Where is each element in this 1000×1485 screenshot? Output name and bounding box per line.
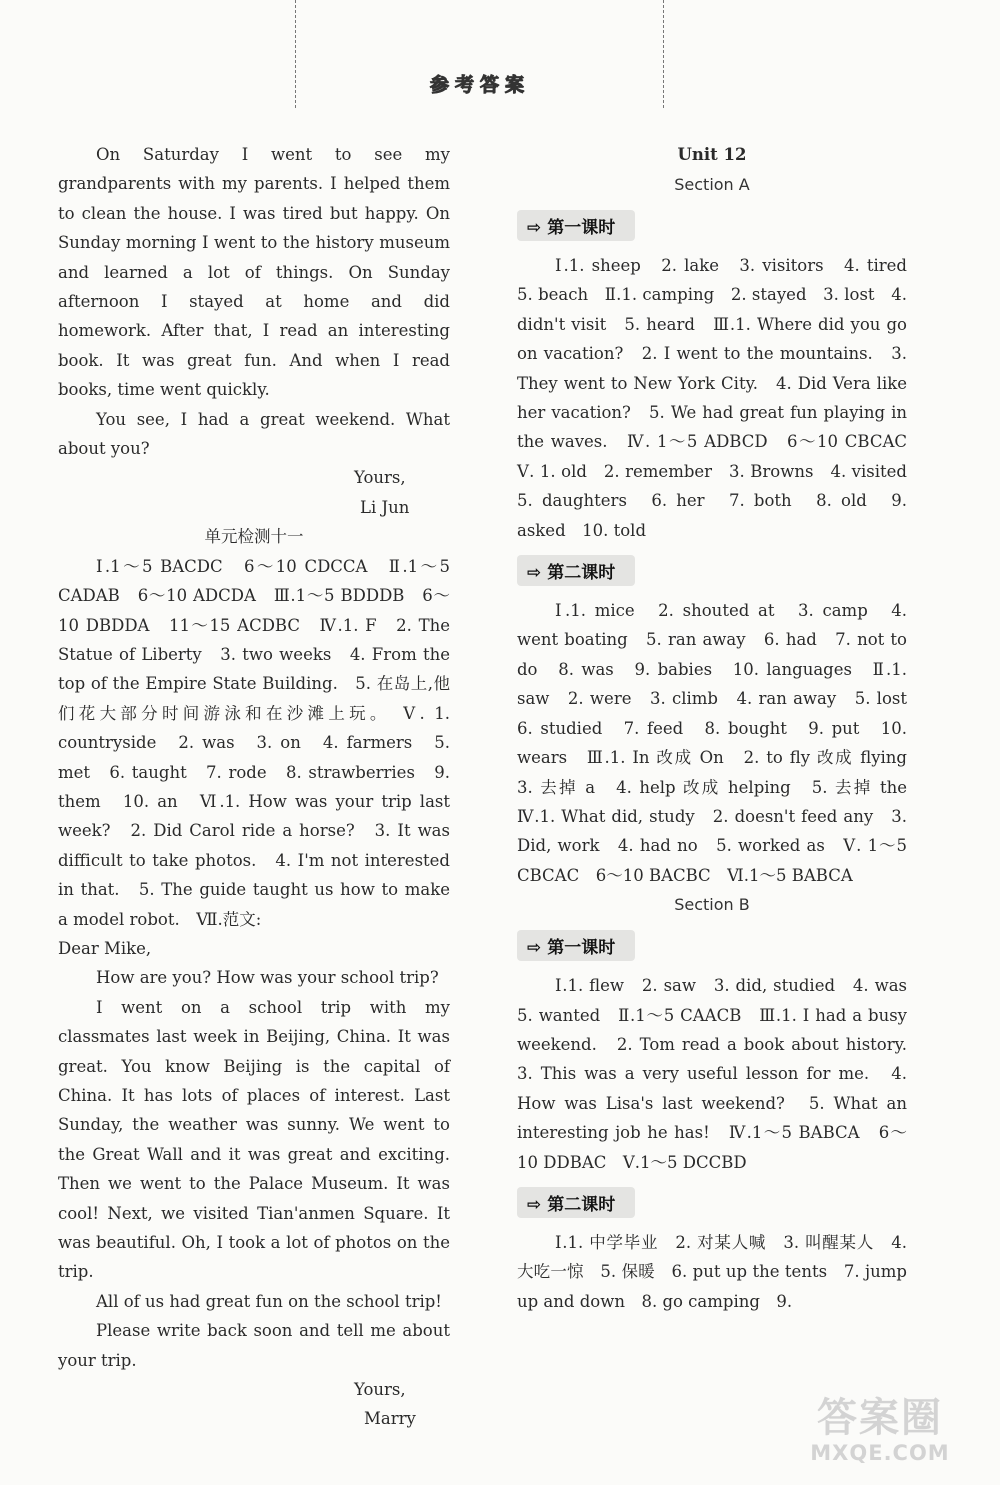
letter-sign-name: Marry: [364, 1409, 416, 1429]
section-a-title: Section A: [674, 175, 750, 194]
arrow-right-icon: ⇨: [527, 218, 542, 238]
unit-test-answers: Ⅰ.1～5 BACDC 6～10 CDCCA Ⅱ.1～5 CADAB 6～10 ADCDA Ⅲ.1～5 BDDDB 6～10 DBDDA 11～15 ACDBC Ⅳ.1. F 2. The Statue of Liberty 3. two weeks 4. From the top of the Empire State Building. 5. 在岛上,他们花大部分时间游泳和在沙滩上玩。 Ⅴ. 1. countryside 2. was 3. on 4. farmers 5. met 6. taught 7. rode 8. strawberries 9. them 10. an Ⅵ.1. How was your trip last week? 2. Did Carol ride a horse? 3. It was difficult to take photos. 4. I'm not interested in that. 5. The guide taught us how to make a model robot. Ⅶ.范文:: [58, 556, 450, 929]
lesson-heading: ⇨ 第一课时: [517, 210, 635, 241]
letter-paragraph: How are you? How was your school trip?: [96, 968, 439, 988]
watermark-url: MXQE.COM: [810, 1441, 950, 1465]
arrow-right-icon: ⇨: [527, 563, 542, 584]
essay-sign-yours: Yours,: [354, 468, 406, 488]
header-divider-right: [663, 0, 664, 108]
lesson-answers: Ⅰ.1. sheep 2. lake 3. visitors 4. tired 5. beach Ⅱ.1. camping 2. stayed 3. lost 4. didn't visit 5. heard Ⅲ.1. Where did you go on vacation? 2. I went to the mountains. 3. They went to New York City. 4. Did Vera like her vacation? 5. We had great fun playing in the waves. Ⅳ. 1～5 ADBCD 6～10 CBCAC Ⅴ. 1. old 2. remember 3. Browns 4. visited 5. daughters 6. her 7. both 8. old 9. asked 10. told: [517, 256, 924, 540]
letter-sign-yours: Yours,: [354, 1380, 406, 1400]
lesson-answers: Ⅰ.1. 中学毕业 2. 对某人喊 3. 叫醒某人 4. 大吃一惊 5. 保暖 6. put up the tents 7. jump up and down 8. go camping 9.: [517, 1232, 907, 1311]
unit-title: Unit 12: [677, 145, 747, 164]
page-title: 参考答案: [429, 74, 530, 96]
lesson-answers: Ⅰ.1. flew 2. saw 3. did, studied 4. was 5. wanted Ⅱ.1～5 CAACB Ⅲ.1. I had a busy weekend. 2. Tom read a book about history. 3. This was a very useful lesson for me. 4. How was Lisa's last weekend? 5. What an interesting job he has! Ⅳ.1～5 BABCA 6～10 DDBAC Ⅴ.1～5 DCCBD: [517, 976, 924, 1172]
lesson-heading: ⇨ 第二课时: [517, 1187, 635, 1218]
essay-closing: You see, I had a great weekend. What about you?: [58, 409, 450, 459]
arrow-right-icon: ⇨: [527, 1194, 542, 1215]
lesson-answers: Ⅰ.1. mice 2. shouted at 3. camp 4. went boating 5. ran away 6. had 7. not to do 8. was 9. babies 10. languages Ⅱ.1. saw 2. were 3. climb 4. ran away 5. lost 6. studied 7. feed 8. bought 9. put 10. wears Ⅲ.1. In 改成 On 2. to fly 改成 flying 3. 去掉 a 4. help 改成 helping 5. 去掉 the Ⅳ.1. What did, study 2. doesn't feed any 3. Did, work 4. had no 5. worked as Ⅴ. 1～5 CBCAC 6～10 BACBC Ⅵ.1～5 BABCA: [517, 601, 924, 885]
section-b-title: Section B: [674, 895, 750, 915]
arrow-right-icon: ⇨: [527, 938, 542, 959]
header-divider-left: [295, 0, 296, 108]
watermark-text: 答案圈: [817, 1395, 943, 1441]
essay-sign-name: Li Jun: [360, 497, 410, 517]
site-watermark: [775, 1395, 985, 1465]
letter-paragraph: I went on a school trip with my classmates last week in Beijing, China. It was great. You know Beijing is the capital of China. It has lots of places of interest. Last Sunday, the weather was sunny. We went to the Great Wall and it was great and exciting. Then we went to the Palace Museum. It was cool! Next, we visited Tian'anmen Square. It was beautiful. Oh, I took a lot of photos on the trip.: [58, 997, 450, 1282]
lesson-heading: ⇨ 第一课时: [517, 930, 635, 961]
letter-greeting: Dear Mike,: [58, 938, 152, 958]
essay-body: On Saturday I went to see my grandparents with my parents. I helped them to clean the house. I was tired but happy. On Sunday morning I went to the history museum and learned a lot of things. On Sunday afternoon I stayed at home and did homework. After that, I read an interesting book. It was great fun. And when I read books, time went quickly.: [58, 145, 450, 400]
letter-paragraph: All of us had great fun on the school trip!: [96, 1291, 442, 1311]
lesson-heading: ⇨ 第二课时: [517, 555, 635, 586]
unit-test-title: 单元检测十一: [204, 527, 304, 547]
letter-paragraph: Please write back soon and tell me about your trip.: [58, 1321, 450, 1370]
right-column: [517, 140, 924, 1316]
left-column: [58, 140, 450, 1434]
